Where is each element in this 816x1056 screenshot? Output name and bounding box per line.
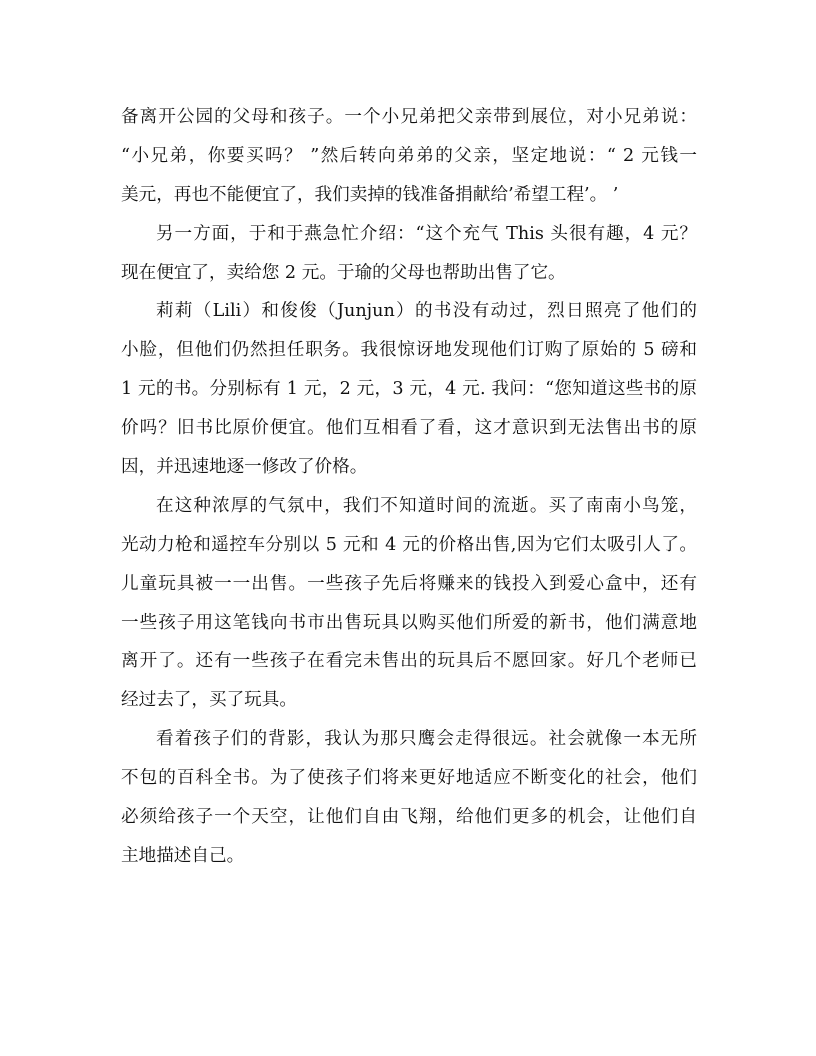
paragraph-line: 一些孩子用这笔钱向书市出售玩具以购买他们所爱的新书，他们满意地 <box>121 612 697 633</box>
paragraph-line: 儿童玩具被一一出售。一些孩子先后将赚来的钱投入到爱心盒中，还有 <box>121 573 697 594</box>
paragraph-line: 不包的百科全书。为了使孩子们将来更好地适应不断变化的社会，他们 <box>121 768 697 789</box>
paragraph-line: 1 元的书。分别标有 1 元，2 元，3 元，4 元. 我问：“您知道这些书的原 <box>121 379 697 400</box>
paragraph-line: 备离开公园的父母和孩子。一个小兄弟把父亲带到展位，对小兄弟说： <box>121 107 697 127</box>
paragraph-line: 莉莉（Lili）和俊俊（Junjun）的书没有动过，烈日照亮了他们的 <box>156 301 697 322</box>
paragraph-line: 现在便宜了，卖给您 2 元。于瑜的父母也帮助出售了它。 <box>121 262 566 283</box>
paragraph-line: 在这种浓厚的气氛中，我们不知道时间的流逝。买了南南小鸟笼， <box>156 495 697 516</box>
paragraph-line: 必须给孩子一个天空，让他们自由飞翔，给他们更多的机会，让他们自 <box>121 807 697 828</box>
paragraph-line: 另一方面，于和于燕急忙介绍：“这个充气 This 头很有趣，4 元？ <box>156 223 697 244</box>
paragraph-line: 小脸，但他们仍然担任职务。我很惊讶地发现他们订购了原始的 5 磅和 <box>121 340 697 361</box>
paragraph-line: 美元，再也不能便宜了，我们卖掉的钱准备捐献给’希望工程’。 ’ <box>121 184 619 205</box>
paragraph-line: 因，并迅速地逐一修改了价格。 <box>121 457 368 478</box>
article-body <box>121 98 697 876</box>
paragraph-line: 主地描述自己。 <box>121 845 245 866</box>
paragraph-line: 离开了。还有一些孩子在看完未售出的玩具后不愿回家。好几个老师已 <box>121 651 697 672</box>
paragraph-line: 看着孩子们的背影，我认为那只鹰会走得很远。社会就像一本无所 <box>156 729 697 750</box>
paragraph-line: “小兄弟，你要买吗？ ”然后转向弟弟的父亲，坚定地说：“ 2 元钱一 <box>121 145 697 166</box>
paragraph-line: 价吗？旧书比原价便宜。他们互相看了看，这才意识到无法售出书的原 <box>121 418 697 439</box>
paragraph-line: 经过去了，买了玩具。 <box>121 690 297 711</box>
paragraph-line: 光动力枪和遥控车分别以 5 元和 4 元的价格出售,因为它们太吸引人了。 <box>121 534 697 555</box>
